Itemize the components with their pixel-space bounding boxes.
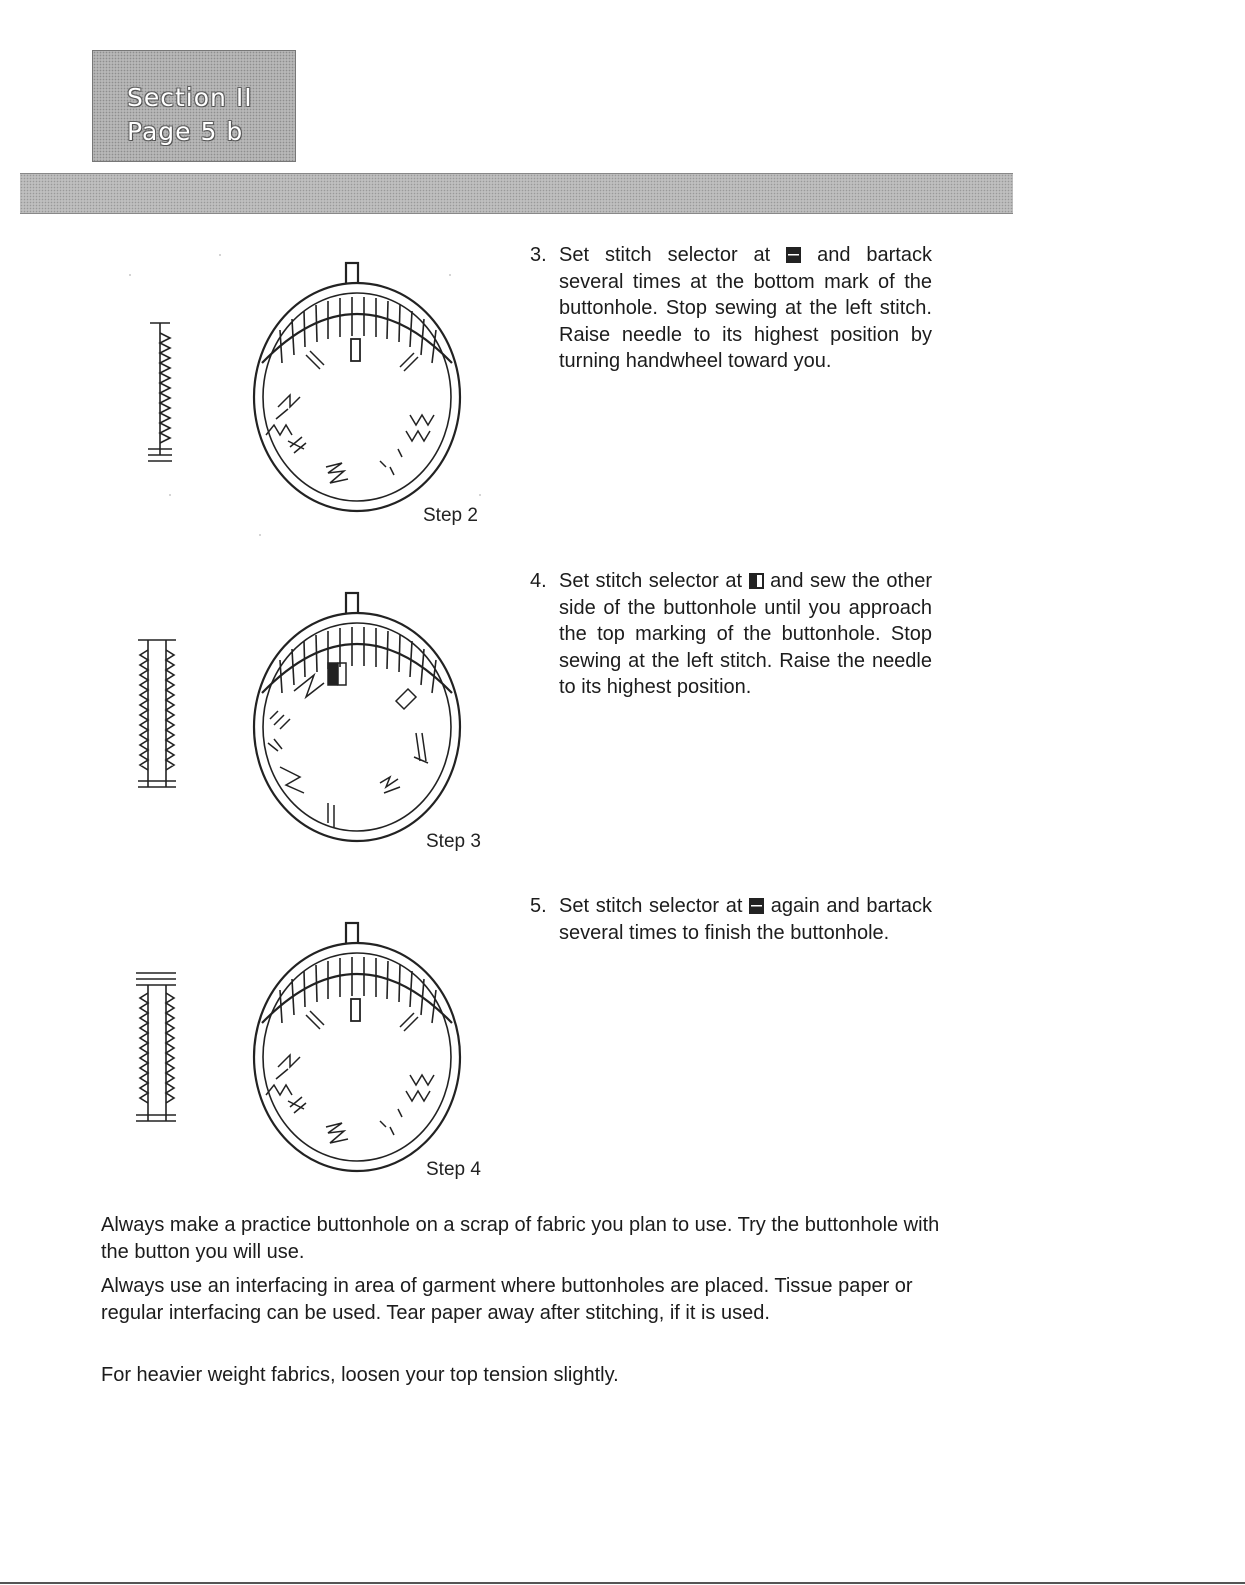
buttonhole-stitch-sample xyxy=(138,640,176,787)
buttonhole-stitch-sample xyxy=(136,973,176,1121)
page-label: Page 5 b xyxy=(127,117,244,146)
page-bottom-rule xyxy=(0,1582,1245,1584)
note-practice: Always make a practice buttonhole on a scrap of fabric you plan to use. Try the buttonhole with the button you will use. xyxy=(101,1214,940,1263)
figure-step-2 xyxy=(110,235,500,555)
instruction-step-3 xyxy=(530,242,932,375)
header-band xyxy=(20,173,1013,214)
stitch-selector-dial xyxy=(254,923,460,1171)
stitch-selector-dial xyxy=(254,263,460,511)
step-text-before: Set stitch selector at xyxy=(559,895,743,917)
step-text-after: again and bartack several times to finish the buttonhole. xyxy=(559,895,932,944)
figure-label-step-4: Step 4 xyxy=(426,1159,481,1180)
note-tension: For heavier weight fabrics, loosen your top tension slightly. xyxy=(101,1364,619,1386)
step-text-after: and bartack several times at the bottom mark of the buttonhole. Stop sewing at the left stitch. Raise needle to its highest position by turning handwheel toward you. xyxy=(559,244,932,372)
stitch-selector-dial xyxy=(254,593,460,841)
step-text-before: Set stitch selector at xyxy=(559,244,771,266)
section-page-tab xyxy=(92,50,296,162)
bartack-symbol-icon xyxy=(749,898,764,914)
step-text-after: and sew the other side of the buttonhole until you approach the top marking of the buttonhole. Stop sewing at the left stitch. Raise the needle to its highest position. xyxy=(559,570,932,698)
bartack-symbol-icon xyxy=(786,247,801,263)
figure-step-4 xyxy=(110,895,500,1215)
step-text-before: Set stitch selector at xyxy=(559,570,743,592)
figure-label-step-3: Step 3 xyxy=(426,831,481,852)
step-number: 3. xyxy=(530,244,547,266)
instruction-step-5 xyxy=(530,893,932,946)
buttonhole-stitch-sample xyxy=(148,323,172,461)
step-number: 5. xyxy=(530,895,547,917)
figure-label-step-2: Step 2 xyxy=(423,505,478,526)
right-side-symbol-icon xyxy=(749,573,764,589)
note-interfacing: Always use an interfacing in area of garment where buttonholes are placed. Tissue paper or regular interfacing can be used. Tear paper away after stitching, if it is used. xyxy=(101,1275,913,1324)
instruction-step-4 xyxy=(530,568,932,701)
step-number: 4. xyxy=(530,570,547,592)
section-label: Section II xyxy=(127,83,253,112)
figure-step-3 xyxy=(110,565,500,885)
